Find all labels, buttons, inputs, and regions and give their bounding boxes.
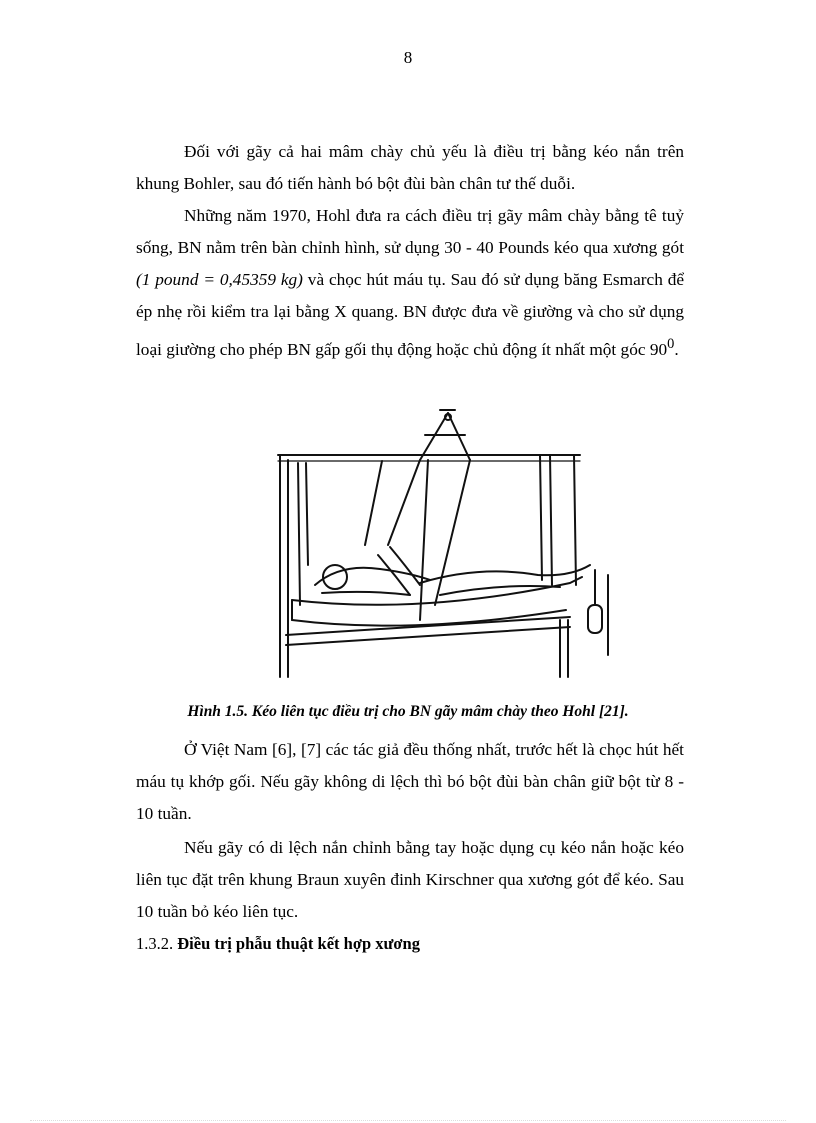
section-heading <box>136 934 420 954</box>
paragraph-2-end: . <box>674 339 679 359</box>
degree-superscript: 0 <box>667 336 675 352</box>
paragraph-2-text <box>136 200 684 366</box>
paragraph-2-part-b: và chọc hút máu tụ. Sau đó sử dụng băng Esmarch để ép nhẹ rồi kiểm tra lại bằng X quang. BN được đưa về giường và cho sử dụng loại giường cho phép BN gấp gối thụ động hoặc chủ động ít nhất một góc 90 <box>136 270 684 359</box>
paragraph-4-text: Nếu gãy có di lệch nắn chỉnh bằng tay hoặc dụng cụ kéo nắn hoặc kéo liên tục đặt trên khung Braun xuyên đinh Kirschner qua xương gót để kéo. Sau 10 tuần bỏ kéo liên tục. <box>136 838 684 921</box>
paragraph-2-part-a: Những năm 1970, Hohl đưa ra cách điều trị gãy mâm chày bằng tê tuỷ sống, BN nằm trên bàn chỉnh hình, sử dụng 30 - 40 Pounds kéo qua xương gót <box>136 206 684 257</box>
page-bottom-divider <box>30 1120 786 1121</box>
section-title: Điều trị phẫu thuật kết hợp xương <box>177 934 420 953</box>
traction-bed-drawing <box>270 405 618 685</box>
section-number: 1.3.2. <box>136 934 178 953</box>
paragraph-2 <box>136 200 684 366</box>
paragraph-4 <box>136 832 684 928</box>
paragraph-3-text: Ở Việt Nam [6], [7] các tác giả đều thống nhất, trước hết là chọc hút hết máu tụ khớp gối. Nếu gãy không di lệch thì bó bột đùi bàn chân giữ bột từ 8 - 10 tuần. <box>136 740 684 823</box>
figure-caption: Hình 1.5. Kéo liên tục điều trị cho BN gãy mâm chày theo Hohl [21]. <box>187 703 629 720</box>
paragraph-1-text: Đối với gãy cả hai mâm chày chủ yếu là điều trị bằng kéo nắn trên khung Bohler, sau đó tiến hành bó bột đùi bàn chân tư thế duỗi. <box>136 142 684 193</box>
paragraph-3 <box>136 734 684 830</box>
pound-conversion: (1 pound = 0,45359 kg) <box>136 270 303 289</box>
traction-bed-illustration <box>270 405 618 685</box>
paragraph-1 <box>136 136 684 200</box>
page-number: 8 <box>403 48 413 67</box>
